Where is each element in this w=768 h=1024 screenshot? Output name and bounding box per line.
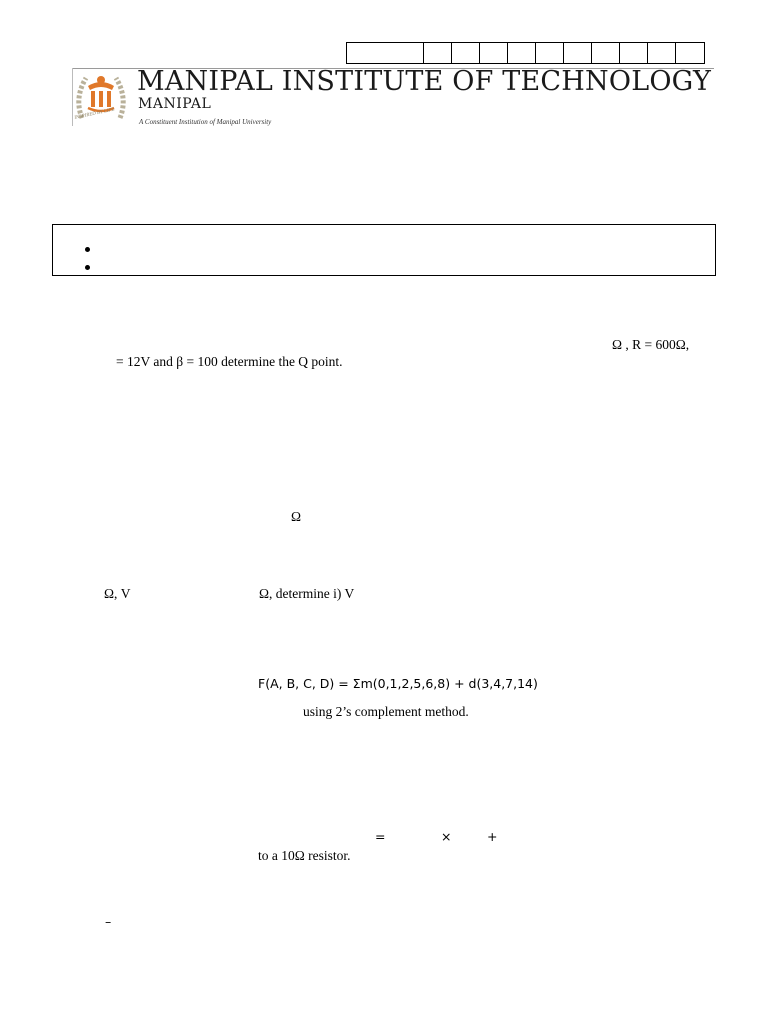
register-number-cell: [480, 43, 508, 63]
register-number-cell: [676, 43, 704, 63]
register-number-cell: [592, 43, 620, 63]
register-number-cell: [620, 43, 648, 63]
q1-line1-tail: Ω , R = 600Ω,: [612, 337, 690, 352]
institute-logo: [72, 68, 130, 126]
equals-sign: =: [375, 829, 386, 844]
dash-mark: –: [105, 914, 112, 929]
instructions-box: [52, 224, 716, 276]
question-line-left: Ω, V: [104, 586, 131, 601]
register-number-cell: [347, 43, 424, 63]
times-sign: ×: [441, 829, 452, 844]
instruction-bullet: [85, 265, 90, 270]
plus-sign: +: [487, 829, 498, 844]
logo-motto: INSPIRED BY LIFE: [74, 107, 115, 121]
instruction-bullet: [85, 247, 90, 252]
register-number-cell: [536, 43, 564, 63]
register-number-cell: [648, 43, 676, 63]
boolean-function: F(A, B, C, D) = Σm(0,1,2,5,6,8) + d(3,4,7,14): [258, 676, 538, 691]
institute-name: MANIPAL INSTITUTE OF TECHNOLOGY: [137, 66, 711, 97]
q1-line2: = 12V and β = 100 determine the Q point.: [116, 354, 343, 369]
register-number-cell: [452, 43, 480, 63]
institute-city: MANIPAL: [138, 96, 212, 112]
omega-symbol: Ω: [291, 509, 302, 524]
complement-method-line: using 2’s complement method.: [303, 704, 469, 719]
register-number-cell: [508, 43, 536, 63]
question-line-mid: Ω, determine i) V: [259, 586, 355, 601]
register-number-cell: [424, 43, 452, 63]
register-number-cell: [564, 43, 592, 63]
institute-tagline: A Constituent Institution of Manipal University: [139, 118, 272, 126]
resistor-line: to a 10Ω resistor.: [258, 848, 351, 863]
register-number-boxes: [346, 42, 705, 64]
